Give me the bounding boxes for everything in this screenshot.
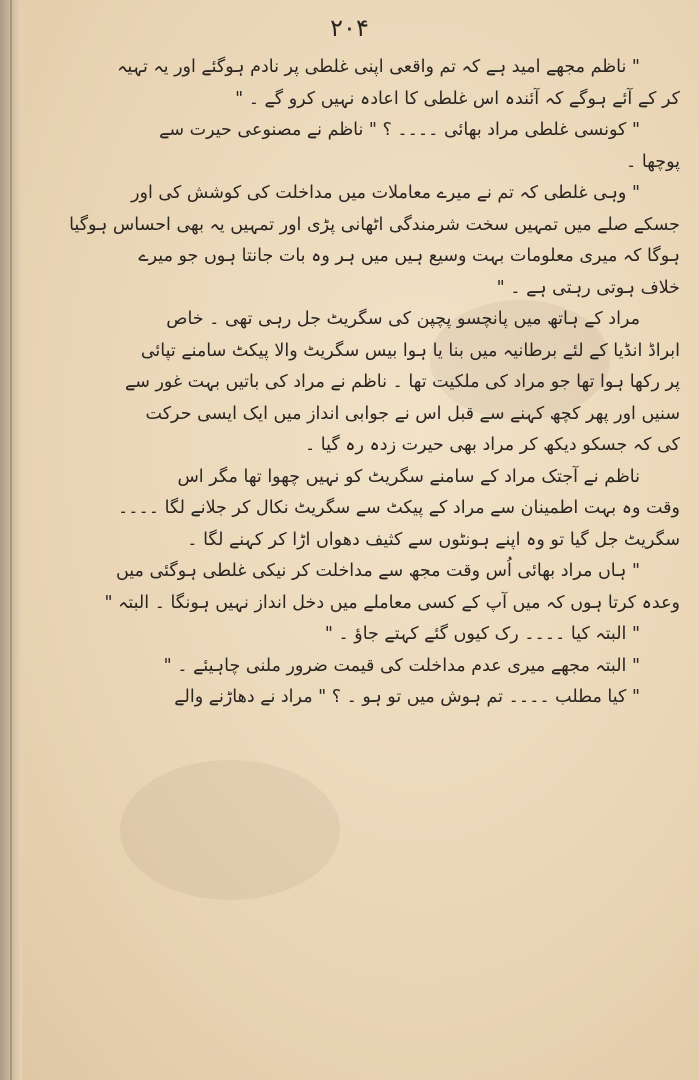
text-line: پر رکھا ہوا تھا جو مراد کی ملکیت تھا ۔ ناظم نے مراد کی باتیں بہت غور سے xyxy=(124,372,680,392)
text-line: سنیں اور پھر کچھ کہنے سے قبل اس نے جوابی انداز میں ایک ایسی حرکت xyxy=(145,403,680,424)
page-binding-line xyxy=(10,0,12,1080)
paper-stain xyxy=(120,760,340,900)
text-line: پوچھا ۔ xyxy=(626,151,680,172)
text-line: ابراڈ انڈیا کے لئے برطانیہ میں بنا یا ہوا بیس سگریٹ والا پیکٹ سامنے تپائی xyxy=(140,340,680,361)
text-line: " البتہ کیا ۔۔۔۔ رک کیوں گئے کہتے جاؤ ۔ " xyxy=(324,624,640,644)
text-line: وعدہ کرتا ہوں کہ میں آپ کے کسی معاملے میں دخل انداز نہیں ہونگا ۔ البتہ " xyxy=(104,592,680,613)
text-line: مراد کے ہاتھ میں پانچسو پچپن کی سگریٹ جل رہی تھی ۔ خاص xyxy=(166,309,640,329)
text-line: " کیا مطلب ۔۔۔۔ تم ہوش میں تو ہو ۔ ؟ " مراد نے دھاڑنے والے xyxy=(174,687,640,707)
text-line: ناظم نے آجتک مراد کے سامنے سگریٹ کو نہیں چھوا تھا مگر اس xyxy=(177,466,640,487)
text-line: کر کے آئے ہوگے کہ آئندہ اس غلطی کا اعادہ نہیں کرو گے ۔ " xyxy=(235,88,680,109)
text-line: " وہی غلطی کہ تم نے میرے معاملات میں مداخلت کی کوشش کی اور xyxy=(131,183,640,203)
text-line: " کونسی غلطی مراد بھائی ۔۔۔۔ ؟ " ناظم نے مصنوعی حیرت سے xyxy=(159,120,640,140)
text-line: خلاف ہوتی رہتی ہے ۔ " xyxy=(496,277,680,298)
page-number: ۲۰۴ xyxy=(330,14,369,42)
text-line: " ہاں مراد بھائی اُس وقت مجھ سے مداخلت کر نیکی غلطی ہوگئی میں xyxy=(115,561,640,581)
text-line: کی کہ جسکو دیکھ کر مراد بھی حیرت زدہ رہ گیا ۔ xyxy=(304,435,680,455)
text-line: جسکے صلے میں تمہیں سخت شرمندگی اٹھانی پڑی اور تمہیں یہ بھی احساس ہوگیا xyxy=(69,214,680,235)
text-line: ہوگا کہ میری معلومات بہت وسیع ہیں میں ہر وہ بات جانتا ہوں جو میرے xyxy=(138,246,680,266)
text-line: " البتہ مجھے میری عدم مداخلت کی قیمت ضرور ملنی چاہیئے ۔ " xyxy=(163,655,640,676)
text-line: سگریٹ جل گیا تو وہ اپنے ہونٹوں سے کثیف دھواں اڑا کر کہنے لگا ۔ xyxy=(187,529,680,550)
page-text xyxy=(48,52,680,714)
text-line: وقت وہ بہت اطمینان سے مراد کے پیکٹ سے سگریٹ نکال کر جلانے لگا ۔۔۔۔ xyxy=(118,498,680,518)
text-line: " ناظم مجھے امید ہے کہ تم واقعی اپنی غلطی پر نادم ہوگئے اور یہ تہیہ xyxy=(117,57,640,77)
